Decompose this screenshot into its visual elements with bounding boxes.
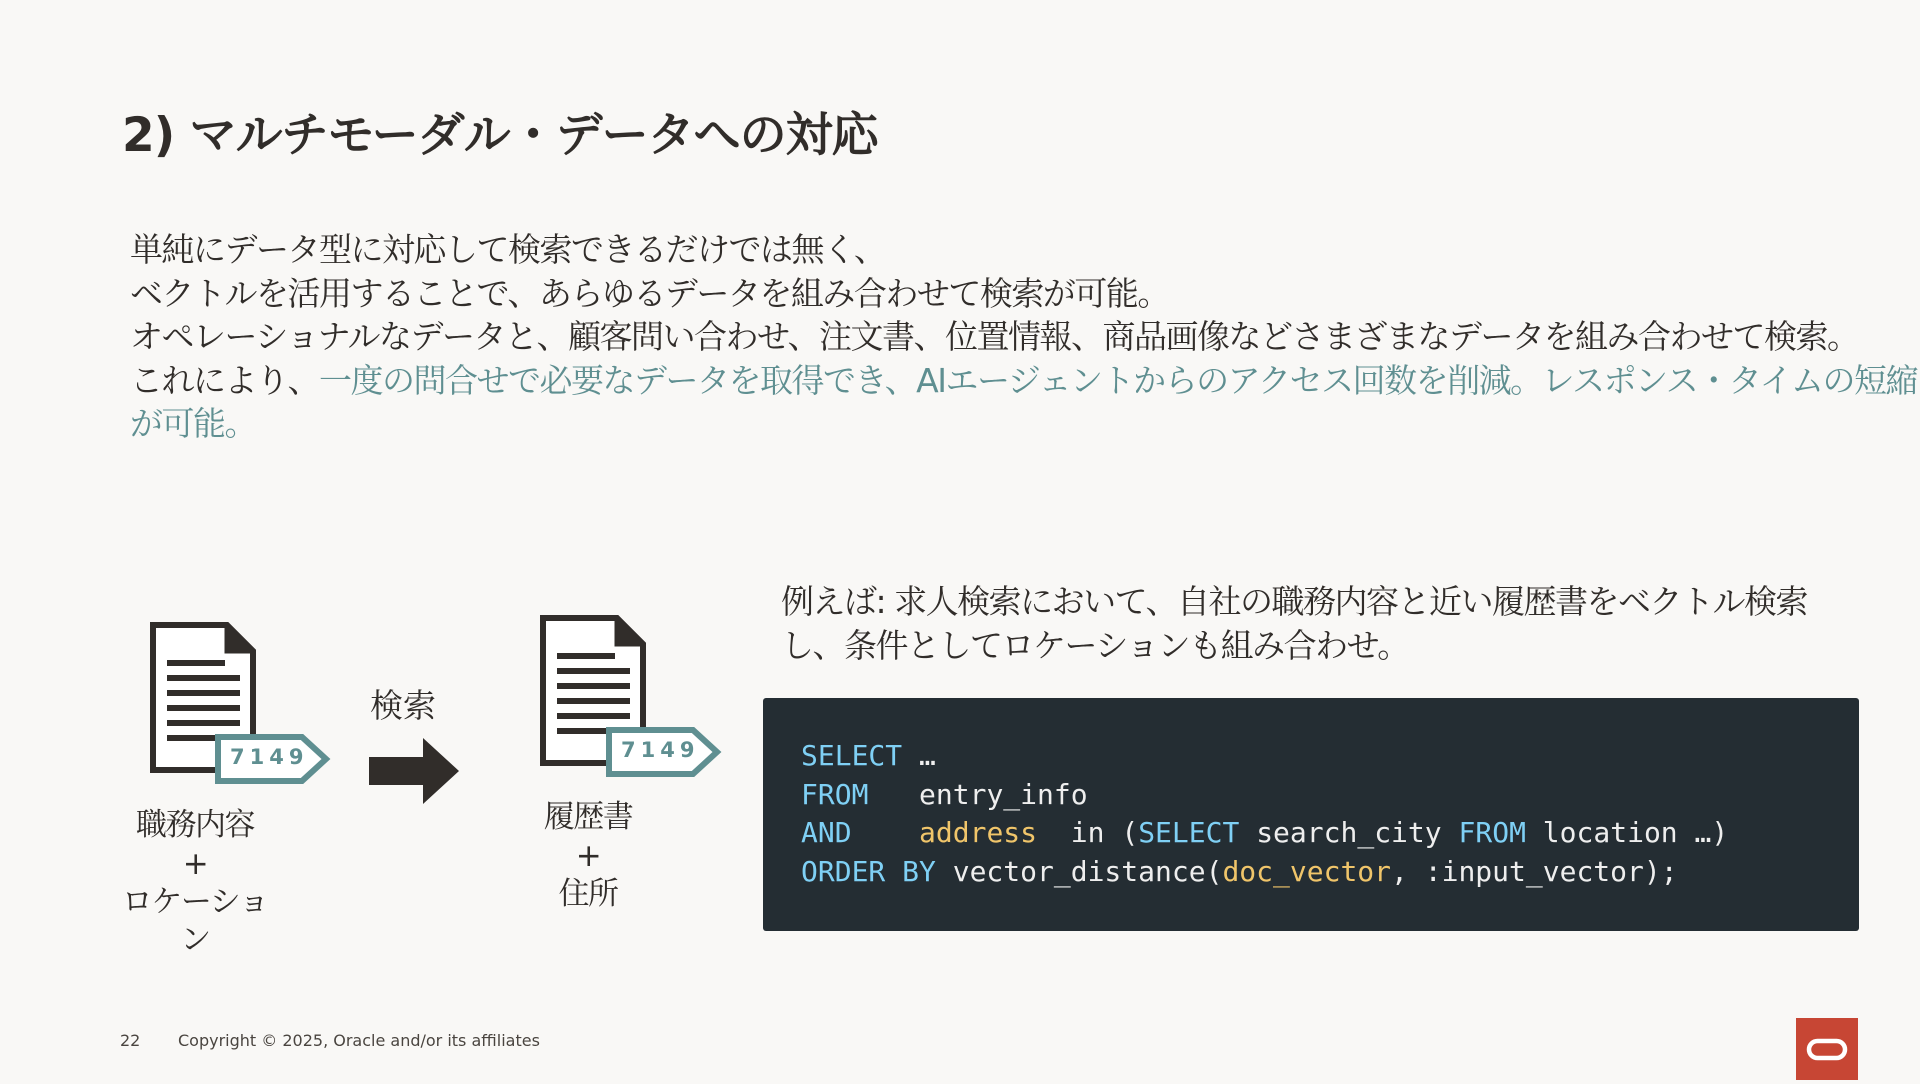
copyright-text: Copyright © 2025, Oracle and/or its affiliates	[178, 1031, 540, 1050]
code-text	[852, 816, 919, 849]
code-text: entry_info	[868, 777, 1088, 811]
body-line-1: 単純にデータ型に対応して検索できるだけでは無く、	[130, 230, 886, 269]
code-text: search_city	[1239, 816, 1459, 849]
code-line-1	[801, 737, 1859, 776]
code-line-2	[801, 776, 1859, 815]
right-doc-label	[518, 798, 658, 913]
code-text: location …)	[1525, 816, 1729, 849]
body-line-4	[130, 359, 1918, 403]
example-line-1: 例えば: 求人検索において、自社の職務内容と近い履歴書をベクトル検索	[781, 582, 1807, 621]
left-label-line2: ロケーション	[121, 884, 269, 958]
code-line-3	[801, 814, 1859, 853]
body-line-4-prefix: これにより、	[130, 360, 319, 400]
left-tag-number: 7149	[230, 745, 309, 769]
code-column: doc_vector	[1222, 854, 1392, 888]
right-arrow-icon	[369, 738, 461, 808]
code-text: , :input_vector);	[1391, 854, 1678, 888]
page-number: 22	[120, 1031, 141, 1050]
right-tag-icon	[605, 726, 723, 778]
code-keyword: ORDER BY	[801, 854, 936, 888]
body-line-3: オペレーショナルなデータと、顧客問い合わせ、注文書、位置情報、商品画像などさまざまなデータを組み合わせて検索。	[130, 317, 1859, 356]
code-keyword: FROM	[801, 777, 869, 811]
code-column: address	[919, 816, 1038, 849]
code-line-4	[801, 853, 1859, 892]
code-keyword: AND	[801, 816, 852, 849]
code-text: in (	[1037, 816, 1139, 849]
body-line-4-highlight: 一度の問合せで必要なデータを取得でき、AIエージェントからのアクセス回数を削減。レスポンス・タイムの短縮	[319, 360, 1918, 400]
body-line-2: ベクトルを活用することで、あらゆるデータを組み合わせて検索が可能。	[130, 273, 1169, 313]
left-doc-label	[110, 806, 280, 959]
right-tag-number: 7149	[621, 738, 700, 762]
oracle-logo-icon	[1796, 1018, 1858, 1080]
code-keyword: SELECT	[1138, 816, 1240, 849]
sql-code-block	[763, 698, 1859, 931]
right-label-plus: +	[575, 838, 601, 874]
example-line-2: し、条件としてロケーションも組み合わせ。	[781, 625, 1409, 665]
body-text	[130, 228, 1918, 446]
code-keyword: FROM	[1458, 816, 1526, 849]
right-label-line2: 住所	[558, 876, 618, 912]
left-label-line1: 職務内容	[136, 807, 254, 843]
right-label-line1: 履歴書	[543, 799, 633, 835]
code-text: vector_distance(	[935, 854, 1223, 888]
body-line-5-highlight: が可能。	[130, 404, 256, 443]
example-text	[781, 580, 1861, 667]
search-label: 検索	[370, 686, 436, 725]
slide-title: 2) マルチモーダル・データへの対応	[122, 108, 878, 163]
left-label-plus: +	[182, 846, 208, 882]
left-tag-icon	[214, 733, 332, 785]
code-keyword: SELECT	[801, 739, 903, 772]
code-text: …	[902, 739, 936, 772]
